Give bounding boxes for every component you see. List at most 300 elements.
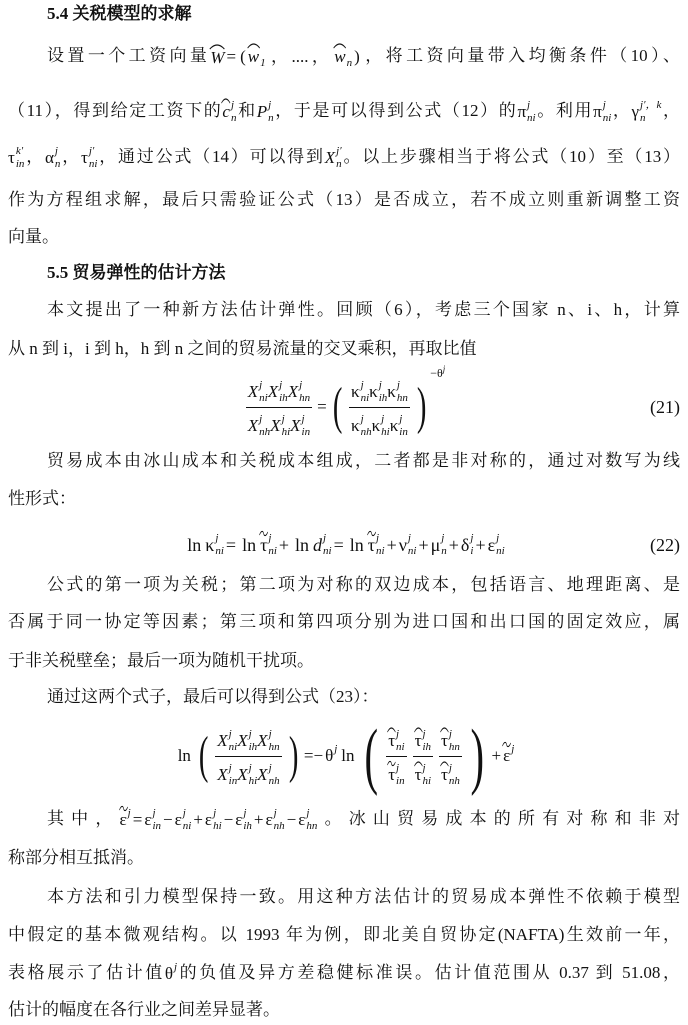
superscript: j	[470, 532, 474, 544]
text-segment: 。冰山贸易成本的所有对称和非对	[317, 809, 681, 828]
inline-math	[324, 145, 342, 171]
math-base: X	[324, 148, 336, 168]
text-segment: 其中，	[47, 809, 120, 828]
math-scripts	[603, 99, 612, 125]
math-base: ε	[298, 810, 306, 830]
superscript: j′	[336, 145, 342, 158]
subscript: nh	[268, 775, 280, 787]
math-variable	[298, 807, 317, 833]
paragraph-line	[8, 921, 680, 949]
text-segment: 本方法和引力模型保持一致。用这种方法估计的贸易成本弹性不依赖于模型	[47, 887, 680, 906]
math-variable	[270, 413, 290, 439]
paragraph-line	[8, 335, 680, 363]
math-base: ε	[204, 810, 213, 830]
superscript: j	[441, 532, 445, 544]
superscript: j	[243, 807, 247, 820]
math-base: τ	[8, 148, 15, 168]
math-variable	[390, 413, 408, 439]
math-scripts	[274, 807, 285, 833]
exponent: $-\theta^j$	[430, 364, 446, 380]
subscript: n	[230, 112, 237, 125]
math-variable	[290, 413, 310, 439]
math-variable	[593, 99, 611, 125]
superscript: j	[448, 762, 452, 774]
superscript: j	[279, 379, 283, 391]
math-operator: +	[491, 746, 502, 765]
math-operator: ，....，	[267, 47, 333, 67]
math-variable	[325, 145, 342, 171]
math-variable	[415, 762, 431, 788]
superscript: j	[334, 743, 338, 755]
subscript: ih	[279, 392, 288, 404]
subscript: in	[399, 426, 408, 438]
math-variable	[313, 532, 332, 558]
math-scripts	[527, 99, 536, 125]
math-variable	[488, 532, 505, 558]
math-operator: =	[132, 810, 143, 830]
superscript: j′，k	[640, 99, 662, 112]
math-variable	[257, 762, 279, 788]
paragraph-line	[47, 571, 680, 599]
math-base: ε	[265, 810, 273, 830]
text-segment: ，将工资向量带入均衡条件（10）、	[361, 46, 680, 65]
math-variable	[388, 762, 404, 788]
math-variable	[288, 379, 310, 405]
math-variable	[260, 532, 277, 558]
superscript: j	[268, 762, 272, 774]
superscript: j	[511, 743, 515, 755]
text-segment: 称部分相互抵消。	[8, 848, 144, 867]
equation-21	[0, 366, 688, 448]
math-variable	[81, 145, 97, 171]
superscript: j	[422, 728, 426, 740]
superscript: j	[248, 728, 252, 740]
math-base: τ	[81, 148, 88, 168]
math-operator: )	[354, 47, 360, 67]
equation-tail	[490, 743, 515, 769]
math-base: γ	[631, 102, 640, 122]
math-variable	[503, 743, 514, 769]
hat-accent	[440, 760, 449, 767]
superscript: j	[602, 99, 606, 112]
subscript: in	[396, 775, 405, 787]
subscript	[128, 820, 131, 833]
math-base: π	[593, 102, 602, 122]
math-variable	[351, 379, 369, 405]
inline-math	[8, 145, 25, 171]
math-scripts	[449, 762, 460, 788]
subscript: ni	[323, 545, 332, 557]
math-base: κ	[351, 416, 360, 435]
math-base: π	[517, 102, 527, 122]
tilde-accent	[367, 530, 376, 537]
superscript: j	[448, 728, 452, 740]
subscript: n	[640, 112, 646, 125]
text-segment: 否属于同一协定等因素；第三项和第四项分别为进口国和出口国的固定效应，属	[8, 612, 680, 631]
text-segment: 中假定的基本微观结构。以 1993 年为例，即北美自贸协定(NAFTA)生效前一年，	[8, 925, 680, 944]
math-variable	[217, 762, 237, 788]
paragraph-line	[8, 485, 680, 513]
math-scripts	[249, 762, 258, 788]
text-segment: （11），得到给定工资下的	[8, 101, 223, 120]
math-operator: ln	[349, 534, 364, 555]
math-base: ε	[235, 810, 243, 830]
math-operator: +	[386, 534, 397, 555]
inline-math	[165, 963, 177, 982]
math-operator: −	[163, 810, 173, 830]
math-scripts	[279, 379, 288, 405]
text-segment: 表格展示了估计值	[8, 963, 165, 982]
math-scripts	[302, 413, 311, 439]
paragraph-line	[47, 683, 680, 711]
math-scripts	[269, 728, 280, 754]
math-variable	[369, 379, 387, 405]
text-segment: 通过这两个式子，最后可以得到公式（23）：	[47, 687, 379, 706]
subscript: ni	[496, 545, 505, 557]
subscript: ni	[407, 545, 417, 557]
ln: ln	[177, 746, 191, 765]
math-base: W	[210, 48, 224, 68]
math-scripts	[213, 807, 222, 833]
math-operator: (	[240, 47, 246, 67]
equation-number: (21)	[650, 396, 680, 417]
math-operator: +	[278, 534, 290, 555]
paragraph-line	[8, 996, 680, 1024]
superscript: j	[273, 807, 277, 820]
subscript: in	[15, 158, 25, 171]
math-scripts	[399, 413, 408, 439]
subscript: hn	[299, 392, 311, 404]
subscript: in	[228, 775, 238, 787]
superscript: j	[496, 532, 500, 544]
superscript: j	[259, 379, 263, 391]
math-scripts	[323, 532, 332, 558]
text-segment: 从 n 到 i，i 到 h，h 到 n 之间的贸易流量的交叉乘积，再取比值	[8, 339, 477, 358]
subscript: nh	[273, 820, 285, 833]
fraction	[386, 724, 406, 788]
subscript: ni	[182, 820, 192, 833]
math-base: κ	[389, 416, 399, 435]
fraction	[246, 375, 312, 439]
math-base: ν	[398, 535, 407, 555]
inline-math	[81, 145, 98, 171]
subscript: ni	[602, 112, 612, 125]
paragraph-line	[8, 223, 680, 251]
math-variable	[461, 532, 474, 558]
math-base: X	[267, 382, 279, 401]
hat-accent	[209, 43, 225, 50]
math-base: τ	[368, 535, 375, 555]
math-base: X	[217, 731, 228, 750]
superscript: j	[215, 532, 219, 544]
math-base: X	[247, 382, 259, 401]
inline-math	[256, 99, 274, 125]
math-scripts	[496, 532, 505, 558]
subscript: hn	[306, 820, 318, 833]
math-base: θ	[325, 746, 334, 765]
subscript: ni	[360, 392, 370, 404]
subscript: n	[441, 545, 447, 557]
subscript: hi	[422, 775, 431, 787]
subscript: hi	[381, 426, 390, 438]
inline-math	[45, 145, 61, 171]
math-scripts	[306, 807, 317, 833]
math-scripts	[408, 532, 417, 558]
text-segment: 作为方程组求解，最后只需验证公式（13）是否成立，若不成立则重新调整工资	[8, 190, 680, 209]
math-operator: ln	[341, 746, 355, 765]
inline-math	[593, 99, 612, 125]
math-base: κ	[371, 416, 381, 435]
subscript: ni	[376, 545, 385, 557]
text-segment: 设置一个工资向量	[47, 46, 211, 65]
math-base: τ	[260, 535, 267, 555]
superscript: j	[396, 762, 400, 774]
math-operator: =	[225, 534, 237, 555]
math-variable	[8, 145, 24, 171]
text-segment: 。以上步骤相当于将公式（10）至（13）	[341, 147, 681, 166]
subscript: nh	[259, 426, 271, 438]
math-scripts	[511, 743, 514, 769]
paragraph-line	[47, 296, 680, 324]
paragraph-line	[8, 608, 680, 636]
inline-math	[631, 99, 662, 125]
paragraph-line	[47, 42, 680, 70]
subscript	[511, 756, 514, 769]
paragraph-line	[8, 647, 680, 675]
math-variable	[205, 807, 222, 833]
superscript: j	[407, 532, 411, 544]
math-scripts	[379, 379, 388, 405]
math-variable	[248, 413, 270, 439]
math-base: X	[237, 731, 248, 750]
math-base: w	[334, 47, 345, 67]
equals: =	[317, 397, 327, 416]
hat-accent	[221, 97, 231, 104]
heading-5-4: 5.4 关税模型的求解	[47, 4, 192, 23]
inline-math	[210, 46, 361, 70]
math-operator: ln	[295, 534, 310, 555]
math-variable	[237, 728, 257, 754]
math-variable	[431, 532, 447, 558]
math-base: ε	[487, 535, 496, 555]
subscript: ih	[422, 741, 431, 753]
math-scripts	[441, 532, 447, 558]
tilde-accent	[502, 741, 511, 748]
subscript: hn	[396, 392, 408, 404]
subscript: ni	[396, 741, 405, 753]
superscript: j	[396, 728, 400, 740]
math-operator: ln	[187, 534, 202, 555]
text-segment: ，	[24, 147, 45, 166]
subscript: n	[336, 158, 342, 171]
math-scripts	[152, 807, 161, 833]
superscript: j	[360, 413, 364, 425]
math-variable	[165, 961, 177, 987]
math-scripts	[381, 413, 390, 439]
text-segment: ，	[611, 101, 632, 120]
math-operator: +	[193, 810, 203, 830]
math-variable	[325, 743, 337, 769]
math-scripts	[249, 728, 258, 754]
superscript: j	[174, 961, 178, 974]
math-variable	[632, 99, 662, 125]
superscript: j	[248, 762, 252, 774]
superscript: j	[527, 99, 531, 112]
tilde-accent	[387, 760, 396, 767]
subscript: in	[301, 426, 311, 438]
superscript: j	[396, 379, 400, 391]
math-scripts	[269, 762, 280, 788]
superscript: j	[422, 762, 426, 774]
subscript: ih	[248, 741, 258, 753]
math-variable	[248, 379, 268, 405]
math-scripts	[229, 728, 238, 754]
math-base: X	[247, 416, 259, 435]
inline-math	[517, 99, 536, 125]
math-base: X	[257, 731, 268, 750]
subscript: hi	[281, 426, 291, 438]
superscript: j	[381, 413, 385, 425]
text-segment: ，	[661, 101, 681, 120]
math-base: ε	[174, 810, 182, 830]
math-scripts	[183, 807, 192, 833]
math-scripts	[640, 99, 661, 125]
math-base: X	[287, 382, 299, 401]
superscript: j	[299, 379, 303, 391]
text-segment: 贸易成本由冰山成本和关税成本组成，二者都是非对称的，通过对数写为线	[47, 451, 680, 470]
math-base: τ	[388, 731, 395, 751]
math-scripts	[259, 413, 270, 439]
fraction	[439, 724, 462, 788]
math-base: α	[45, 148, 54, 168]
math-variable	[266, 807, 285, 833]
text-segment: 。利用	[535, 101, 594, 120]
math-operator: =	[226, 47, 237, 67]
text-segment: 本文提出了一种新方法估计弹性。回顾（6），考虑三个国家 n、i、h，计算	[47, 300, 680, 319]
math-variable	[217, 728, 237, 754]
math-variable	[268, 379, 288, 405]
math-variable	[257, 728, 279, 754]
math-base: κ	[351, 382, 360, 401]
paragraph-line	[8, 143, 680, 171]
math-base: δ	[460, 535, 470, 555]
subscript: ni	[228, 741, 238, 753]
math-scripts	[282, 413, 291, 439]
subscript: hn	[448, 741, 460, 753]
subscript: ni	[268, 545, 277, 557]
math-operator: +	[253, 810, 264, 830]
math-operator: −	[223, 810, 234, 830]
math-variable	[399, 532, 417, 558]
subscript: i	[470, 545, 474, 557]
math-operator: +	[418, 534, 429, 555]
fraction	[215, 724, 281, 788]
subscript: hn	[268, 741, 280, 753]
math-operator: ln	[242, 534, 257, 555]
math-variable	[237, 762, 257, 788]
math-operator: =−	[303, 746, 324, 765]
superscript: j	[127, 807, 131, 820]
math-base: μ	[430, 535, 441, 555]
subscript: ni	[215, 545, 224, 557]
math-base: w	[248, 47, 259, 67]
tilde-accent	[119, 805, 128, 812]
superscript: j	[230, 99, 235, 112]
math-base: X	[217, 765, 228, 784]
subscript: hi	[213, 820, 222, 833]
math-base: τ	[441, 765, 448, 785]
math-operator: +	[448, 534, 459, 555]
equation-middle	[302, 743, 359, 769]
math-variable	[222, 99, 236, 125]
superscript: k′	[15, 145, 24, 158]
superscript: j	[54, 145, 58, 158]
subscript: n	[54, 158, 61, 171]
hat-accent	[414, 726, 423, 733]
superscript: j	[306, 807, 310, 820]
superscript: j	[360, 379, 364, 391]
subscript: ni	[527, 112, 536, 125]
superscript: j	[259, 413, 263, 425]
hat-accent	[333, 42, 346, 49]
superscript	[260, 44, 266, 57]
math-scripts	[260, 44, 266, 70]
superscript: j	[281, 413, 285, 425]
math-variable	[351, 413, 372, 439]
superscript	[347, 44, 353, 57]
math-variable	[372, 413, 390, 439]
math-scripts	[470, 532, 473, 558]
text-segment: 的负值及异方差稳健标准误。估计值范围从 0.37 到 51.08，	[177, 963, 681, 982]
math-operator: −	[286, 810, 297, 830]
math-base: P	[256, 102, 268, 122]
subscript: ni	[259, 392, 268, 404]
superscript: j	[228, 762, 232, 774]
math-scripts	[361, 379, 370, 405]
math-scripts	[215, 532, 224, 558]
superscript: j	[376, 532, 380, 544]
math-variable	[235, 807, 252, 833]
math-scripts	[422, 728, 431, 754]
math-variable	[441, 728, 460, 754]
math-scripts	[334, 743, 337, 769]
math-variable	[415, 728, 431, 754]
paragraph-line	[47, 883, 680, 911]
left-paren: (	[198, 727, 209, 784]
heading-5-5: 5.5 贸易弹性的估计方法	[47, 263, 226, 282]
inline-math	[222, 99, 237, 125]
math-base: κ	[387, 382, 396, 401]
math-variable	[257, 99, 274, 125]
paragraph-line	[8, 959, 680, 987]
hat-accent	[247, 42, 260, 49]
math-base: X	[290, 416, 301, 435]
math-scripts	[128, 807, 131, 833]
math-base: X	[270, 416, 281, 435]
math-variable	[517, 99, 535, 125]
subscript: nh	[448, 775, 460, 787]
math-variable	[334, 44, 352, 70]
superscript: j	[152, 807, 156, 820]
text-segment: ，	[60, 147, 82, 166]
math-base: θ	[164, 964, 174, 984]
math-base: X	[237, 765, 248, 784]
superscript: j	[323, 532, 327, 544]
math-scripts	[361, 413, 372, 439]
math-base: τ	[388, 765, 395, 785]
left-paren: (	[364, 715, 378, 797]
superscript: j	[213, 807, 217, 820]
